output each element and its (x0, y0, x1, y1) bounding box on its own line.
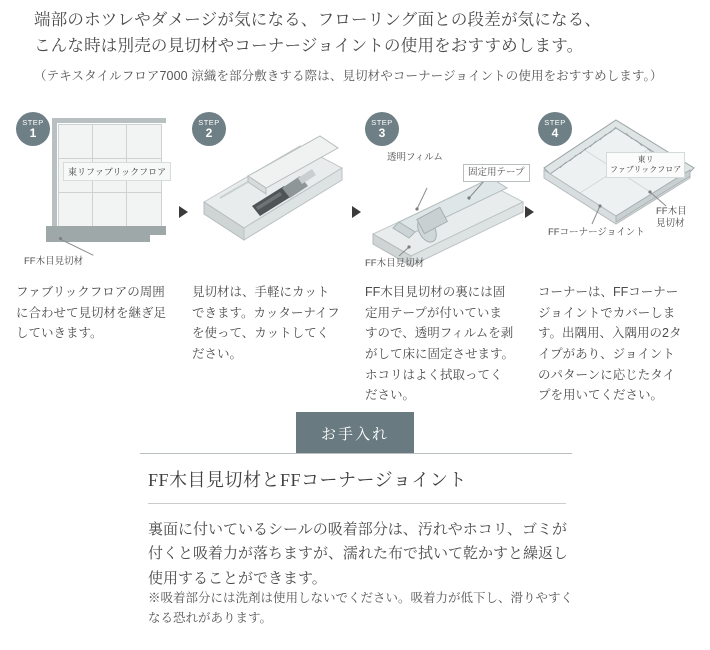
step-badge-1 (16, 112, 50, 146)
tile (126, 192, 162, 228)
intro-note: （テキスタイルフロア7000 涼織を部分敷きする際は、見切材やコーナージョイントの使用をおすすめします。） (34, 69, 663, 84)
tape-label: 固定用テープ (463, 164, 530, 182)
step-caption: コーナーは、FFコーナージョイントでカバーします。出隅用、入隅用の2タイプがあり、ジョイントのパターンに応じたタイプを用いてください。 (538, 285, 682, 403)
step-caption: 見切材は、手軽にカットできます。カッターナイフを使って、カットしてください。 (192, 285, 340, 361)
step-1-figure (16, 106, 174, 278)
part-label: FF木目見切材 (24, 256, 84, 267)
step-badge-number: 3 (378, 126, 386, 141)
part-label-line-1: FF木目 (656, 206, 687, 217)
step-2-figure (192, 106, 347, 278)
arrow-right-icon (179, 206, 188, 218)
arrow-1-to-2 (174, 106, 192, 218)
care-note-text: ※吸着部分には洗剤は使用しないでください。吸着力が低下し、滑りやすくなる恐れがあります。 (148, 591, 574, 625)
brand-line-1: 東リ (637, 155, 654, 164)
tile (92, 192, 128, 228)
intro-line-1: 端部のホツレやダメージが気になる、フローリング面との段差が気になる、 (34, 11, 602, 29)
tile (126, 124, 162, 160)
step-badge-3 (365, 112, 399, 146)
tile (58, 192, 94, 228)
edge-strip-bottom (46, 226, 166, 235)
tile (92, 124, 128, 160)
step-item-1 (16, 106, 174, 344)
steps-row (16, 106, 698, 406)
care-divider-top (140, 453, 572, 454)
step-badge-label: STEP (371, 117, 393, 127)
step-badge-number: 4 (551, 126, 559, 141)
step-item-4 (538, 106, 693, 406)
arrow-right-icon (525, 206, 534, 218)
edge-strip-left (52, 118, 57, 232)
film-label: 透明フィルム (387, 152, 443, 163)
step-badge-2 (192, 112, 226, 146)
step-caption: ファブリックフロアの周囲に合わせて見切材を継ぎ足していきます。 (16, 285, 167, 341)
arrow-right-icon (352, 206, 361, 218)
step-badge-number: 1 (29, 126, 37, 141)
step-caption: FF木目見切材の裏には固定用テープが付いていますので、透明フィルムを剥がして床に固定させます。ホコリはよく拭取ってください。 (365, 285, 515, 403)
brand-line-2: ファブリックフロア (610, 165, 682, 174)
part-label: FF木目見切材 (365, 258, 425, 269)
arrow-2-to-3 (347, 106, 365, 218)
care-body-text: 裏面に付いているシールの吸着部分は、汚れやホコリ、ゴミが付くと吸着力が落ちますが、濡れた布で拭いて乾かすと繰返し使用することができます。 (148, 521, 569, 587)
step-3-figure (365, 106, 525, 278)
step-4-figure (538, 106, 693, 278)
joint-label: FFコーナージョイント (548, 227, 645, 238)
edge-strip-top (52, 118, 166, 123)
leader-dot (59, 237, 62, 240)
intro-line-2: こんな時は別売の見切材やコーナージョイントの使用をおすすめします。 (34, 36, 584, 55)
tile (58, 124, 94, 160)
step-badge-label: STEP (22, 117, 44, 127)
care-divider-under-title (148, 503, 566, 504)
step-badge-label: STEP (544, 117, 566, 127)
step-badge-label: STEP (198, 117, 220, 127)
brand-label: 東リファブリックフロア (63, 162, 171, 181)
part-label-line-2: 見切材 (656, 217, 685, 229)
part-label (656, 206, 687, 230)
care-title: FF木目見切材とFFコーナージョイント (148, 470, 467, 490)
step-badge-4 (538, 112, 572, 146)
brand-label (606, 152, 685, 178)
step-item-3 (365, 106, 525, 406)
intro-block (34, 8, 684, 86)
care-tab: お手入れ (296, 412, 414, 454)
step-item-2 (192, 106, 347, 365)
step-badge-number: 2 (205, 126, 213, 141)
